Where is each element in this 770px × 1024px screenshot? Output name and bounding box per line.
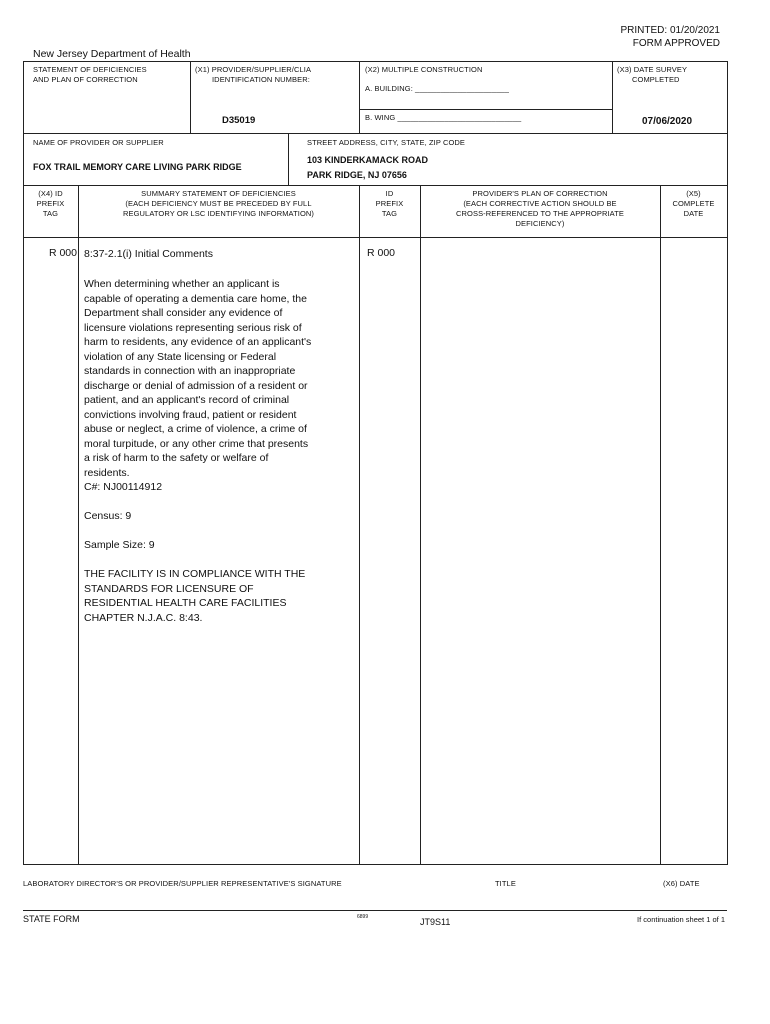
date-label: (X6) DATE [663, 879, 700, 888]
statement-label-2: AND PLAN OF CORRECTION [33, 75, 138, 84]
printed-date: PRINTED: 01/20/2021 [620, 25, 720, 36]
title-label: TITLE [495, 879, 516, 888]
event-id: JT9S11 [420, 917, 451, 927]
col-x5-header: (X5) COMPLETE DATE [672, 189, 715, 218]
col-summary-header: SUMMARY STATEMENT OF DEFICIENCIES (EACH DEFICIENCY MUST BE PRECEDED BY FULL REGULATORY OR LSC IDENTIFYING INFORMATION) [122, 189, 315, 218]
entry-body [84, 277, 356, 640]
provider-name-label: NAME OF PROVIDER OR SUPPLIER [33, 138, 164, 147]
entry-paragraph: Sample Size: 9 [84, 539, 155, 551]
statement-label-1: STATEMENT OF DEFICIENCIES [33, 65, 147, 74]
col-plan-header: PROVIDER'S PLAN OF CORRECTION (EACH CORRECTIVE ACTION SHOULD BE CROSS-REFERENCED TO THE APPROPRIATE DEFICIENCY) [456, 189, 624, 228]
building-label: A. BUILDING: ______________________ [365, 84, 510, 93]
entry-title: 8:37-2.1(i) Initial Comments [84, 248, 213, 260]
agency-name: New Jersey Department of Health [33, 48, 191, 60]
x2-label: (X2) MULTIPLE CONSTRUCTION [365, 65, 483, 74]
entry-paragraph: When determining whether an applicant is capable of operating a dementia care home, the Department shall consider any evidence of licensure violations representing serious risk of harm to residents, any evidence of an applicant's violation of any State licensing or Federal standards in connection with an inappropriate discharge or denial of admission of a resident or patient, and an applicant's record of criminal convictions involving fraud, patient or resident abuse or neglect, a crime of violence, a crime of moral turpitude, or any other crime that presents a risk of harm to the safety or welfare of residents. C#: NJ00114912 [84, 278, 312, 493]
address-line-1: 103 KINDERKAMACK ROAD [307, 155, 429, 165]
wing-label: B. WING _____________________________ [365, 113, 522, 122]
form-number: 6899 [357, 914, 369, 920]
col-x4-header: (X4) ID PREFIX TAG [36, 189, 65, 218]
address-label: STREET ADDRESS, CITY, STATE, ZIP CODE [307, 138, 466, 147]
entry-id-tag: R 000 [367, 247, 396, 259]
entry-paragraph: THE FACILITY IS IN COMPLIANCE WITH THE STANDARDS FOR LICENSURE OF RESIDENTIAL HEALTH CARE FACILITIES CHAPTER N.J.A.C. 8:43. [84, 568, 306, 624]
entry-paragraph: Census: 9 [84, 510, 132, 522]
entry-prefix-tag: R 000 [48, 247, 77, 259]
survey-date: 07/06/2020 [642, 116, 693, 127]
address-line-2: PARK RIDGE, NJ 07656 [307, 170, 407, 180]
col-id-header: ID PREFIX TAG [375, 189, 404, 218]
provider-name: FOX TRAIL MEMORY CARE LIVING PARK RIDGE [33, 162, 242, 172]
form-approved: FORM APPROVED [632, 38, 720, 49]
state-form-label: STATE FORM [23, 914, 80, 924]
provider-id: D35019 [222, 115, 256, 126]
signature-label: LABORATORY DIRECTOR'S OR PROVIDER/SUPPLIER REPRESENTATIVE'S SIGNATURE [23, 879, 342, 888]
x1-label-2: IDENTIFICATION NUMBER: [212, 75, 310, 84]
x1-label-1: (X1) PROVIDER/SUPPLIER/CLIA [195, 65, 312, 74]
x3-label-1: (X3) DATE SURVEY [617, 65, 688, 74]
continuation-sheet: If continuation sheet 1 of 1 [637, 915, 725, 924]
x3-label-2: COMPLETED [632, 75, 680, 84]
